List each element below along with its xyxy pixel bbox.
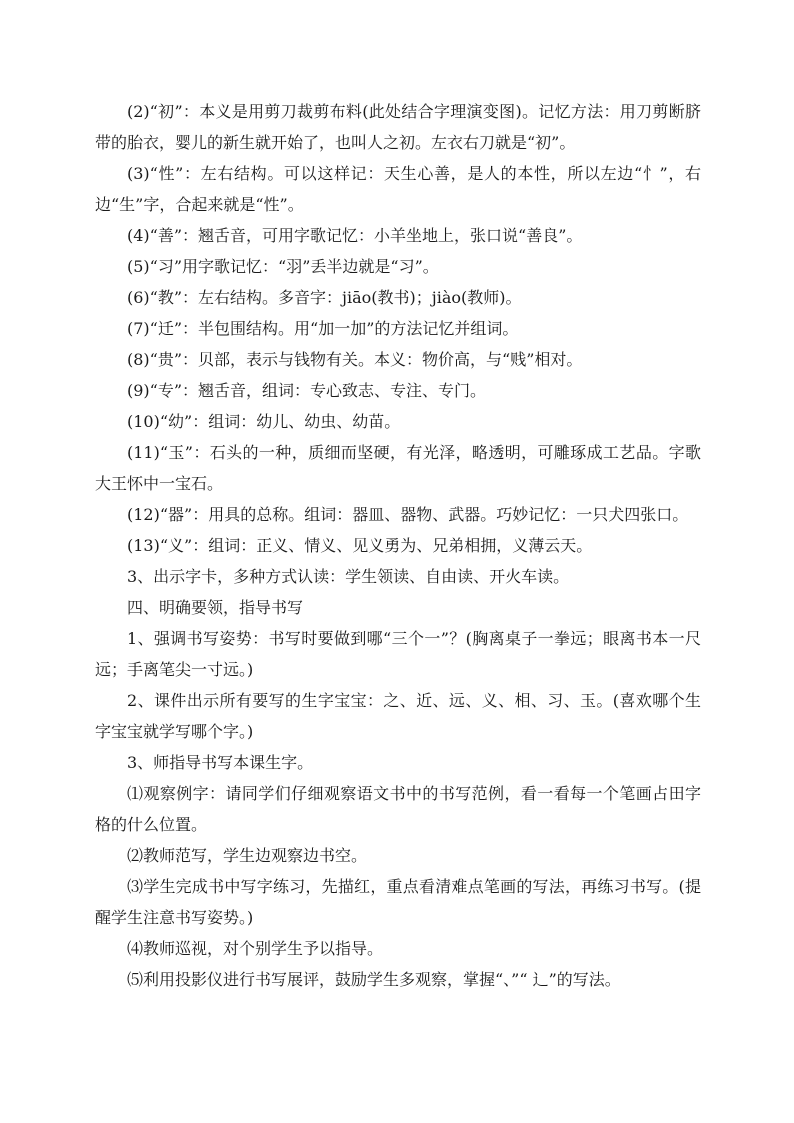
paragraph-show-cards: 3、出示字卡，多种方式认读：学生领读、自由读、开火车读。 — [127, 567, 570, 586]
paragraph-char-yi: (13)“义”：组词：正义、情义、见义勇为、兄弟相拥，义薄云天。 — [127, 536, 593, 555]
paragraph-char-xing: (3)“性”：左右结构。可以这样记：天生心善，是人的本性，所以左边“忄”，右边“生”字，合起来就是“性”。 — [95, 164, 701, 214]
paragraph-step-patrol: ⑷教师巡视，对个别学生予以指导。 — [127, 939, 384, 958]
section-heading-writing: 四、明确要领，指导书写 — [127, 598, 304, 617]
paragraph-char-qian: (7)“迁”：半包围结构。用“加一加”的方法记忆并组词。 — [127, 319, 519, 338]
paragraph-char-zhuan: (9)“专”：翘舌音，组词：专心致志、专注、专门。 — [127, 381, 487, 400]
paragraph-char-gui: (8)“贵”：贝部，表示与钱物有关。本义：物价高，与“贱”相对。 — [127, 350, 583, 369]
paragraph-courseware-chars: 2、课件出示所有要写的生字宝宝：之、近、远、义、相、习、玉。(喜欢哪个生字宝宝就学写哪个字。) — [95, 691, 701, 741]
paragraph-char-qi: (12)“器”：用具的总称。组词：器皿、器物、武器。巧妙记忆：一只犬四张口。 — [127, 505, 689, 524]
paragraph-char-chu: (2)“初”：本义是用剪刀裁剪布料(此处结合字理演变图)。记忆方法：用刀剪断脐带的胎衣，婴儿的新生就开始了，也叫人之初。左衣右刀就是“初”。 — [95, 102, 701, 152]
paragraph-teacher-guide: 3、师指导书写本课生字。 — [127, 753, 314, 772]
paragraph-step-showcase: ⑸利用投影仪进行书写展评，鼓励学生多观察，掌握“、”“ 辶”的写法。 — [127, 970, 621, 989]
paragraph-step-practice: ⑶学生完成书中写字练习，先描红，重点看清难点笔画的写法，再练习书写。(提醒学生注意书写姿势。) — [95, 877, 701, 927]
paragraph-step-observe: ⑴观察例字：请同学们仔细观察语文书中的书写范例，看一看每一个笔画占田字格的什么位置。 — [95, 784, 701, 834]
paragraph-char-yu: (11)“玉”：石头的一种，质细而坚硬，有光泽，略透明，可雕琢成工艺品。字歌大王怀中一宝石。 — [95, 443, 701, 493]
document-body — [95, 96, 701, 995]
paragraph-char-you: (10)“幼”：组词：幼儿、幼虫、幼苗。 — [127, 412, 401, 431]
paragraph-char-jiao: (6)“教”：左右结构。多音字：jiāo(教书)；jiào(教师)。 — [127, 288, 522, 307]
paragraph-writing-posture: 1、强调书写姿势：书写时要做到哪“三个一”？(胸离桌子一拳远；眼离书本一尺远；手离笔尖一寸远。) — [95, 629, 701, 679]
paragraph-char-shan: (4)“善”：翘舌音，可用字歌记忆：小羊坐地上，张口说“善良”。 — [127, 226, 583, 245]
paragraph-step-demo: ⑵教师范写，学生边观察边书空。 — [127, 846, 368, 865]
paragraph-char-xi: (5)“习”用字歌记忆：“羽”丢半边就是“习”。 — [127, 257, 439, 276]
